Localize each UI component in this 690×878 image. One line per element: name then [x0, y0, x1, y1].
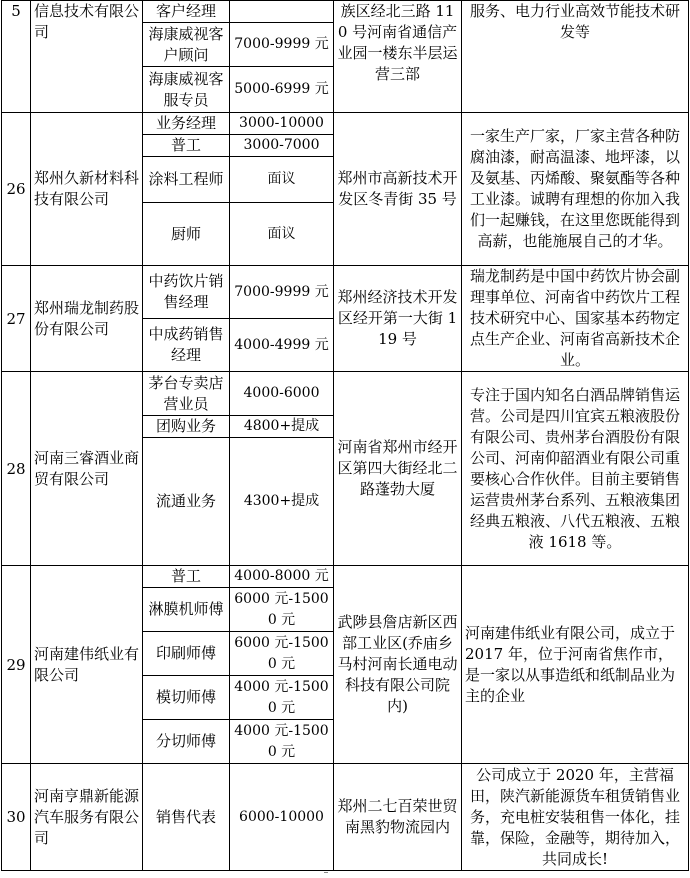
position-title: 普工 — [143, 566, 230, 588]
table-row — [2, 266, 689, 319]
salary: 面议 — [230, 203, 334, 266]
company-address: 武陟县詹店新区西部工业区(乔庙乡马村河南长通电动科技有限公司院内) — [334, 566, 462, 764]
position-title: 中药饮片销售经理 — [143, 266, 230, 319]
position-title: 中成药销售经理 — [143, 319, 230, 372]
row-number: 28 — [2, 372, 31, 566]
company-address: 郑州市高新技术开发区冬青街 35 号 — [334, 113, 462, 266]
salary: 7000-9999 元 — [230, 23, 334, 67]
company-name: 河南亨鼎新能源汽车服务有限公司 — [31, 764, 143, 871]
company-description: 一家生产厂家，厂家主营各种防腐油漆，耐高温漆、地坪漆，以及氨基、丙烯酸、聚氨酯等各种工业漆。诚聘有理想的你加入我们一起赚钱，在这里您既能得到高薪，也能施展自己的才华。 — [462, 113, 689, 266]
company-description: 服务、电力行业高效节能技术研发等 — [462, 1, 689, 113]
salary: 4000-4999 元 — [230, 319, 334, 372]
salary: 4000-6000 — [230, 372, 334, 416]
position-title: 普工 — [143, 135, 230, 157]
position-title: 团购业务 — [143, 416, 230, 438]
company-name: 河南建伟纸业有限公司 — [31, 566, 143, 764]
salary — [230, 1, 334, 23]
company-description: 公司成立于 2020 年，主营福田，陕汽新能源货车租赁销售业务，充电桩安装租售一体化，挂靠，保险，金融等，期待加入，共同成长! — [462, 764, 689, 871]
company-name: 河南三睿酒业商贸有限公司 — [31, 372, 143, 566]
row-number: 30 — [2, 764, 31, 871]
table-row — [2, 372, 689, 416]
salary: 6000 元-15000 元 — [230, 588, 334, 632]
row-number: 27 — [2, 266, 31, 372]
position-title: 海康威视客户顾问 — [143, 23, 230, 67]
company-address: 族区经北三路 110 号河南省通信产业园一楼东半层运营三部 — [334, 1, 462, 113]
position-title: 流通业务 — [143, 438, 230, 566]
salary: 4000 元-15000 元 — [230, 676, 334, 720]
position-title: 茅台专卖店营业员 — [143, 372, 230, 416]
company-description: 河南建伟纸业有限公司，成立于 2017 年，位于河南省焦作市，是一家以从事造纸和纸制品业为主的企业 — [462, 566, 689, 764]
salary: 6000-10000 — [230, 764, 334, 871]
salary: 4000-8000 元 — [230, 566, 334, 588]
position-title: 印刷师傅 — [143, 632, 230, 676]
company-name: 信息技术有限公司 — [31, 1, 143, 113]
position-title: 厨师 — [143, 203, 230, 266]
position-title: 销售代表 — [143, 764, 230, 871]
company-name: 郑州瑞龙制药股份有限公司 — [31, 266, 143, 372]
position-title: 海康威视客服专员 — [143, 67, 230, 113]
position-title: 淋膜机师傅 — [143, 588, 230, 632]
salary: 6000 元-15000 元 — [230, 632, 334, 676]
position-title: 涂料工程师 — [143, 157, 230, 203]
job-listing-table — [1, 0, 689, 871]
company-description: 瑞龙制药是中国中药饮片协会副理事单位、河南省中药饮片工程技术研究中心、国家基本药物定点生产企业、河南省高新技术企业。 — [462, 266, 689, 372]
position-title: 客户经理 — [143, 1, 230, 23]
salary: 4800+提成 — [230, 416, 334, 438]
salary: 3000-10000 — [230, 113, 334, 135]
page-mark — [324, 872, 328, 873]
salary: 3000-7000 — [230, 135, 334, 157]
salary: 5000-6999 元 — [230, 67, 334, 113]
table-row — [2, 1, 689, 23]
row-number: 5 — [2, 1, 31, 113]
table-row — [2, 764, 689, 871]
company-address: 郑州经济技术开发区经开第一大街 119 号 — [334, 266, 462, 372]
table-row — [2, 566, 689, 588]
salary: 4300+提成 — [230, 438, 334, 566]
position-title: 模切师傅 — [143, 676, 230, 720]
row-number: 29 — [2, 566, 31, 764]
table-row — [2, 113, 689, 135]
position-title: 业务经理 — [143, 113, 230, 135]
company-address: 河南省郑州市经开区第四大街经北二路蓬勃大厦 — [334, 372, 462, 566]
company-description: 专注于国内知名白酒品牌销售运营。公司是四川宜宾五粮液股份有限公司、贵州茅台酒股份有限公司、河南仰韶酒业有限公司重要核心合作伙伴。目前主要销售运营贵州茅台系列、五粮液集团经典五粮液、八代五粮液、五粮液 1618 等。 — [462, 372, 689, 566]
salary: 4000 元-15000 元 — [230, 720, 334, 764]
salary: 面议 — [230, 157, 334, 203]
row-number: 26 — [2, 113, 31, 266]
salary: 7000-9999 元 — [230, 266, 334, 319]
position-title: 分切师傅 — [143, 720, 230, 764]
company-name: 郑州久新材料科技有限公司 — [31, 113, 143, 266]
company-address: 郑州二七百荣世贸南黑豹物流园内 — [334, 764, 462, 871]
